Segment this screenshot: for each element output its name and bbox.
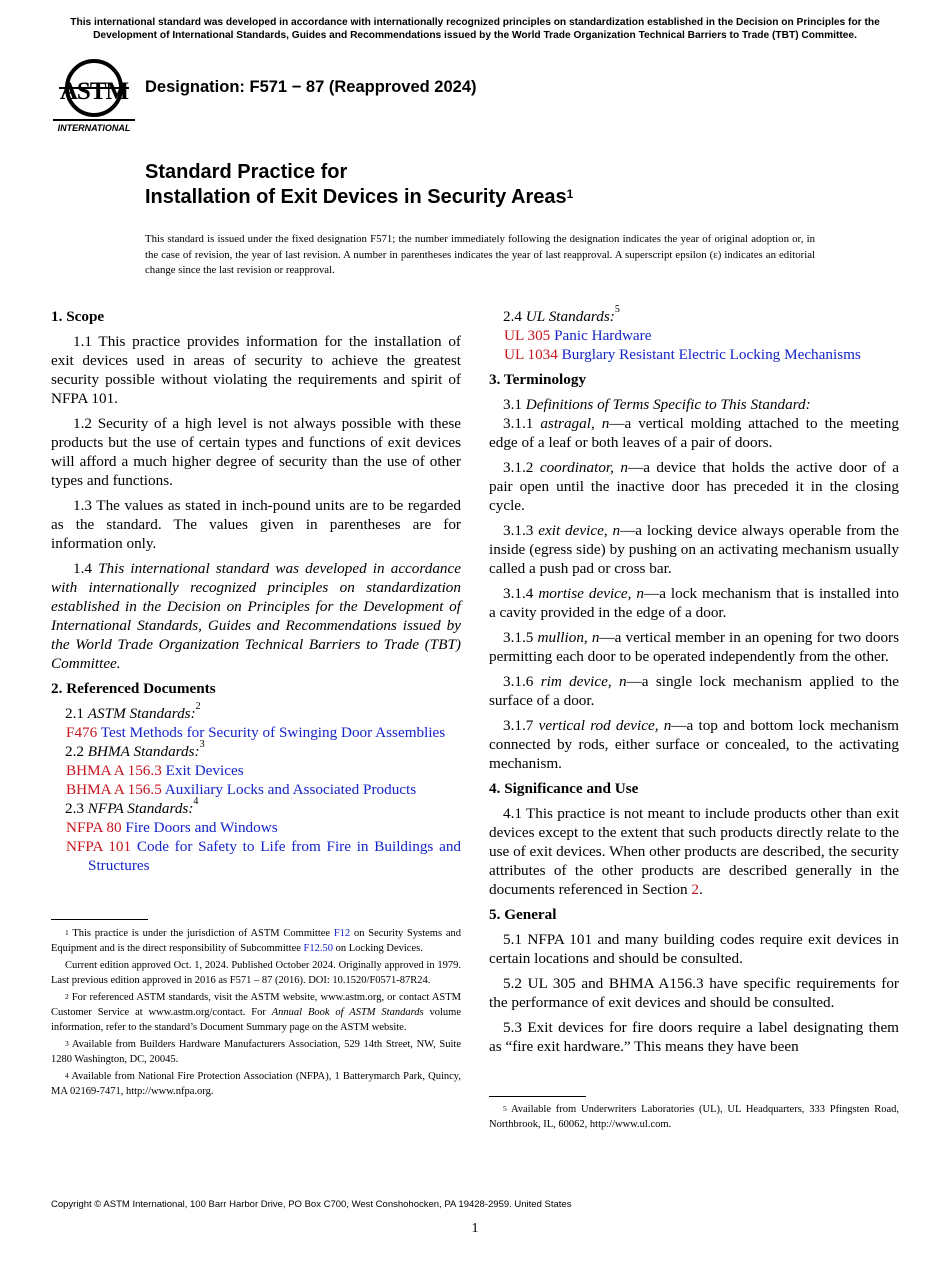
subcommittee-f12-50-link[interactable]: F12.50: [303, 942, 334, 954]
footnote-3: [51, 1038, 461, 1067]
ref-ul-1034[interactable]: [489, 345, 899, 364]
para-1-4-num: 1.4: [73, 560, 99, 577]
def-rim-device-num: 3.1.6: [503, 673, 541, 690]
title-line-1: Standard Practice for: [145, 161, 348, 183]
def-rim-device-text: —a single lock mechanism applied to the surface of a door.: [489, 673, 900, 709]
ref-ul-305-title[interactable]: Panic Hardware: [554, 327, 652, 344]
footnote-ref-5: 5: [614, 304, 620, 315]
para-2-4: [489, 304, 899, 326]
heading-general: 5. General: [489, 906, 557, 923]
def-rim-device-term: rim device, n: [540, 673, 627, 690]
footnote-rule-left: [51, 919, 148, 920]
footnote-1-edition: Current edition approved Oct. 1, 2024. Published October 2024. Originally approved in 1979. Last previous edition approved in 2016 as F571 – 87 (2016). DOI: 10.1520/F0571-87R24.: [51, 960, 461, 986]
ref-f476-title[interactable]: Test Methods for Security of Swinging Door Assemblies: [100, 724, 446, 741]
def-astragal-num: 3.1.1: [503, 415, 541, 432]
ref-ul-305[interactable]: [489, 326, 899, 345]
para-5-3: 5.3 Exit devices for fire doors require a label designating them as “fire exit hardware.” This means they have been: [489, 1019, 899, 1055]
astm-logo-letters: ASTM: [59, 78, 129, 105]
def-mullion-text: —a vertical member in an opening for two doors permitting each door to be operated independently from the other.: [489, 629, 900, 665]
title-footnote-mark: 1: [566, 187, 574, 201]
def-coordinator-num: 3.1.2: [503, 459, 540, 476]
def-mortise-device-term: mortise device, n: [538, 585, 644, 602]
ref-ul-305-code[interactable]: UL 305: [504, 327, 551, 344]
def-vertical-rod-device-term: vertical rod device, n: [538, 717, 672, 734]
para-1-4: [51, 559, 461, 673]
page-number: 1: [471, 1221, 479, 1236]
footnote-2-text-a: For referenced ASTM standards, visit the ASTM website, www.astm.org, or contact ASTM Customer Service at www.astm.org/contact. For: [51, 992, 461, 1018]
para-4-1-end: .: [699, 881, 703, 898]
ref-nfpa-80[interactable]: [51, 818, 461, 837]
para-1-2: 1.2 Security of a high level is not always possible with these products but the use of certain types and functions of exit devices will afford a much higher degree of security than the use of other types and functions.: [51, 415, 461, 489]
ref-nfpa-101[interactable]: [51, 837, 461, 875]
tbt-notice: This international standard was developed in accordance with internationally recognized principles on standardization established in the Decision on Principles for the Development of International Standards, Guides and Recommendations issued by the World Trade Organization Technical Barriers to Trade (TBT) Committee.: [70, 17, 880, 41]
document-title: [145, 160, 573, 210]
footnote-4: [51, 1070, 461, 1099]
heading-scope: 1. Scope: [51, 308, 105, 325]
para-2-1: [51, 701, 461, 723]
def-mullion-term: mullion, n: [537, 629, 600, 646]
para-2-4-num: 2.4: [503, 308, 526, 325]
footnote-1-text-c: on Locking Devices.: [333, 942, 423, 954]
footnote-ref-2: 2: [195, 701, 201, 712]
def-rim-device: [489, 672, 899, 710]
para-2-2-label: BHMA Standards:: [87, 743, 200, 760]
def-mullion-num: 3.1.5: [503, 629, 538, 646]
def-astragal-text: —a vertical molding attached to the meeting edge of a leaf or both leaves of a pair of doors.: [489, 415, 899, 451]
footnote-5: [489, 1103, 899, 1132]
para-2-4-label: UL Standards:: [525, 308, 615, 325]
ref-nfpa-80-title[interactable]: Fire Doors and Windows: [125, 819, 278, 836]
section-2-link[interactable]: 2: [691, 881, 700, 898]
heading-significance-and-use: 4. Significance and Use: [489, 780, 639, 797]
def-coordinator: [489, 458, 899, 515]
footnotes-left: [51, 927, 461, 1103]
designation: Designation: F571 − 87 (Reapproved 2024): [145, 78, 477, 96]
def-exit-device: [489, 521, 899, 578]
ref-nfpa-101-title[interactable]: Code for Safety to Life from Fire in Buildings and Structures: [88, 838, 462, 874]
ref-bhma-156-3[interactable]: [51, 761, 461, 780]
heading-terminology: 3. Terminology: [489, 371, 587, 388]
committee-f12-link[interactable]: F12: [333, 928, 351, 939]
footnote-3-mark: 3: [65, 1039, 69, 1049]
footnote-2-mark: 2: [65, 992, 69, 1002]
def-exit-device-num: 3.1.3: [503, 522, 539, 539]
ref-ul-1034-title[interactable]: Burglary Resistant Electric Locking Mechanisms: [561, 346, 861, 363]
para-2-2: [51, 739, 461, 761]
footnote-rule-right: [489, 1096, 586, 1097]
def-coordinator-text: —a device that holds the active door of a pair open until the inactive door has preceded it in the closing cycle.: [489, 459, 899, 514]
footnote-1: [51, 927, 461, 956]
ref-bhma-156-3-code[interactable]: BHMA A 156.3: [66, 762, 162, 779]
para-2-3-num: 2.3: [65, 800, 88, 817]
def-vertical-rod-device: [489, 716, 899, 773]
footnote-2: [51, 991, 461, 1035]
def-vertical-rod-device-text: —a top and bottom lock mechanism connected by rods, either surface or concealed, to the activating mechanism.: [489, 717, 899, 772]
ref-f476[interactable]: [51, 723, 461, 742]
footnote-ref-3: 3: [199, 739, 205, 750]
footnote-3-text: Available from Builders Hardware Manufacturers Association, 529 14th Street, NW, Suite 1280 Washington, DC, 20045.: [51, 1039, 461, 1065]
heading-referenced-documents: 2. Referenced Documents: [51, 680, 216, 697]
para-1-1: 1.1 This practice provides information for the installation of exit devices used in areas of security to achieve the greatest security possible without violating the requirements and spirit of NFPA 101.: [51, 333, 461, 407]
right-column: [489, 304, 900, 1062]
footnote-1-text-b: on Security Systems and Equipment and is the direct responsibility of Subcommittee: [51, 928, 461, 954]
ref-bhma-156-5[interactable]: [51, 780, 461, 799]
footnote-2-text-b: volume information, refer to the standard’s Document Summary page on the ASTM website.: [51, 1006, 462, 1033]
para-2-1-num: 2.1: [65, 705, 88, 722]
footnote-4-text: Available from National Fire Protection Association (NFPA), 1 Batterymarch Park, Quincy, MA 02169-7471, http://www.nfpa.org.: [51, 1071, 461, 1097]
para-5-1: 5.1 NFPA 101 and many building codes require exit devices in certain locations and should be consulted.: [489, 931, 899, 967]
ref-nfpa-101-code[interactable]: NFPA 101: [66, 838, 132, 855]
footnotes-right: [489, 1103, 899, 1135]
astm-logo-subtitle: INTERNATIONAL: [57, 123, 131, 133]
def-mortise-device-text: —a lock mechanism that is installed into a cavity provided in the edge of a door.: [489, 585, 900, 621]
ref-bhma-156-5-title[interactable]: Auxiliary Locks and Associated Products: [164, 781, 417, 798]
footnote-4-mark: 4: [65, 1071, 69, 1081]
ref-nfpa-80-code[interactable]: NFPA 80: [66, 819, 122, 836]
footnote-5-text: Available from Underwriters Laboratories (UL), UL Headquarters, 333 Pfingsten Road, Northbrook, IL, 60062, http://www.ul.com.: [489, 1104, 899, 1130]
left-column: [51, 307, 461, 875]
para-4-1: [489, 804, 899, 899]
footnote-5-mark: 5: [503, 1104, 507, 1113]
ref-bhma-156-5-code[interactable]: BHMA A 156.5: [66, 781, 162, 798]
def-vertical-rod-device-num: 3.1.7: [503, 717, 539, 734]
para-1-4-text: This international standard was developed in accordance with internationally recognized principles on standardization established in the Decision on Principles for the Development of International Standards, Guides and Recommendations issued by the World Trade Organization Technical Barriers to Trade (TBT) Committee.: [51, 560, 462, 672]
para-2-2-num: 2.2: [65, 743, 88, 760]
ref-ul-1034-code[interactable]: UL 1034: [504, 346, 558, 363]
para-2-1-label: ASTM Standards:: [87, 705, 196, 722]
def-mullion: [489, 628, 899, 666]
para-5-2: 5.2 UL 305 and BHMA A156.3 have specific requirements for the performance of exit devices and should be consulted.: [489, 975, 899, 1011]
def-mortise-device-num: 3.1.4: [503, 585, 539, 602]
astm-logo: [53, 56, 135, 134]
para-3-1-label: Definitions of Terms Specific to This Standard:: [525, 396, 811, 413]
footnote-2-italic: Annual Book of ASTM Standards: [271, 1006, 424, 1018]
para-2-3-label: NFPA Standards:: [87, 800, 194, 817]
copyright: Copyright © ASTM International, 100 Barr Harbor Drive, PO Box C700, West Conshohocken, PA 19428-2959. United States: [51, 1199, 572, 1210]
ref-bhma-156-3-title[interactable]: Exit Devices: [165, 762, 244, 779]
footnote-1-text-a: This practice is under the jurisdiction of ASTM Committee: [72, 928, 334, 939]
ref-f476-code[interactable]: F476: [66, 724, 98, 741]
def-mortise-device: [489, 584, 899, 622]
def-exit-device-term: exit device, n: [538, 522, 621, 539]
footnote-1-mark: 1: [65, 928, 69, 937]
title-line-2: Installation of Exit Devices in Security Areas: [145, 186, 567, 208]
def-coordinator-term: coordinator, n: [539, 459, 629, 476]
para-4-1-text: 4.1 This practice is not meant to include products other than exit devices except to the extent that such products directly relate to the use of exit devices. When other products are described, the security attributes of the other products are described generally in the documents referenced in Section: [489, 805, 899, 898]
def-astragal: [489, 414, 899, 452]
para-3-1: [489, 395, 899, 414]
preamble: This standard is issued under the fixed designation F571; the number immediately following the designation indicates the year of original adoption or, in the case of revision, the year of last revision. A number in parentheses indicates the year of last reapproval. A superscript epsilon (ε) indicates an editorial change since the last revision or reapproval.: [145, 233, 815, 276]
para-1-3: 1.3 The values as stated in inch-pound units are to be regarded as the standard. The values given in parentheses are for information only.: [51, 497, 461, 552]
para-3-1-num: 3.1: [503, 396, 526, 413]
def-exit-device-text: —a locking device always operable from the inside (egress side) by pushing on an activating mechanism usually called a push pad or cross bar.: [489, 522, 899, 577]
para-2-3: [51, 796, 461, 818]
def-astragal-term: astragal, n: [540, 415, 610, 432]
footnote-ref-4: 4: [193, 796, 199, 807]
